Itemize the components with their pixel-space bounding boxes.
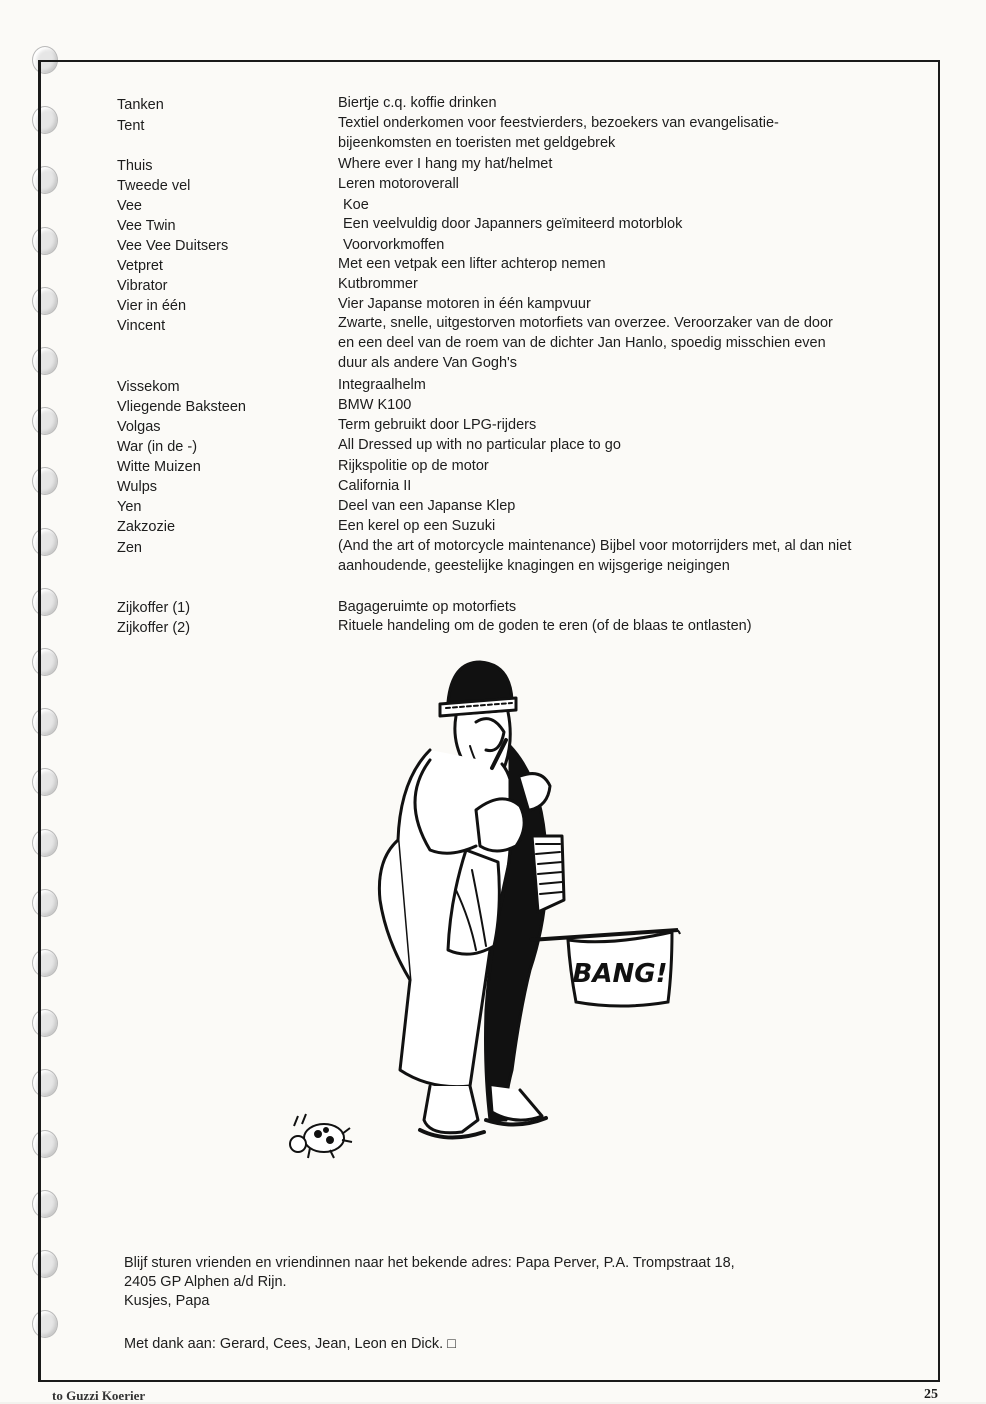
glossary-term: Vissekom (117, 379, 180, 395)
glossary-term: Witte Muizen (117, 459, 201, 475)
glossary-term: Zijkoffer (1) (117, 600, 191, 616)
bang-flag-text: BANG! (572, 959, 668, 989)
bug-drawing (290, 1114, 352, 1158)
glossary-term: Thuis (117, 158, 153, 174)
glossary-definition: Rijkspolitie op de motor (338, 458, 489, 474)
glossary-definition: Textiel onderkomen voor feestvierders, bezoekers van evangelisatie-bijeenkomsten en toeristen met geldgebrek (338, 115, 779, 152)
glossary-definition: California II (338, 478, 412, 494)
cartoon-illustration (280, 650, 700, 1170)
glossary-term: Vetpret (117, 258, 163, 274)
glossary-term: Wulps (117, 479, 158, 495)
biker-figure (379, 662, 564, 1138)
acknowledgements: Met dank aan: Gerard, Cees, Jean, Leon en Dick. □ (124, 1336, 456, 1352)
glossary-term: Zijkoffer (2) (117, 620, 191, 636)
glossary-definition: (And the art of motorcycle maintenance) Bijbel voor motorrijders met, al dan niet aanhoudende, geestelijke knagingen en wijsgerige neigingen (338, 538, 852, 575)
glossary-term: Vincent (117, 318, 166, 334)
glossary-term: Vibrator (117, 278, 168, 294)
glossary-term: Vliegende Baksteen (117, 399, 246, 415)
closing-line: Blijf sturen vrienden en vriendinnen naar het bekende adres: Papa Perver, P.A. Trompstraat 18, (124, 1255, 735, 1271)
glossary-definition: Deel van een Japanse Klep (338, 498, 516, 514)
glossary-definition: Biertje c.q. koffie drinken (338, 95, 497, 111)
glossary-term: Tanken (117, 97, 164, 113)
glossary-term: Vier in één (117, 298, 187, 314)
glossary-term: Vee (117, 198, 142, 214)
glossary-term: Volgas (117, 419, 161, 435)
glossary-term: Zakzozie (117, 519, 176, 535)
closing-note (124, 1254, 884, 1311)
glossary-definition: Bagageruimte op motorfiets (338, 599, 517, 615)
glossary-definition: Koe (343, 197, 369, 213)
glossary-definition: Integraalhelm (338, 377, 426, 393)
glossary-definition: Kutbrommer (338, 276, 418, 292)
glossary-definition: Voorvorkmoffen (343, 237, 445, 253)
glossary-definition: Een veelvuldig door Japanners geïmiteerd motorblok (343, 216, 683, 232)
closing-line: 2405 GP Alphen a/d Rijn. (124, 1274, 287, 1290)
glossary-definition: Term gebruikt door LPG-rijders (338, 417, 537, 433)
glossary-definition: Rituele handeling om de goden te eren (of de blaas te ontlasten) (338, 618, 752, 634)
glossary-definition: Een kerel op een Suzuki (338, 518, 496, 534)
glossary-term: Vee Twin (117, 218, 176, 234)
glossary-definition: All Dressed up with no particular place to go (338, 437, 621, 453)
glossary-definition: Zwarte, snelle, uitgestorven motorfiets van overzee. Veroorzaker van de door en een deel van de roem van de dichter Jan Hanlo, spoedig misschien even duur als andere Van Gogh's (338, 315, 833, 372)
glossary-term: Tweede vel (117, 178, 191, 194)
glossary-definition: Leren motoroverall (338, 176, 459, 192)
closing-line: Kusjes, Papa (124, 1293, 210, 1309)
glossary-term: Vee Vee Duitsers (117, 238, 229, 254)
glossary-term: War (in de -) (117, 439, 198, 455)
glossary-definition: BMW K100 (338, 397, 412, 413)
publication-name: to Guzzi Koerier (52, 1388, 146, 1403)
glossary-list (0, 0, 986, 660)
glossary-term: Tent (117, 118, 145, 134)
glossary-definition: Vier Japanse motoren in één kampvuur (338, 296, 591, 312)
glossary-term: Zen (117, 540, 142, 556)
page-number: 25 (924, 1387, 938, 1402)
glossary-definition: Where ever I hang my hat/helmet (338, 156, 553, 172)
glossary-definition: Met een vetpak een lifter achterop nemen (338, 256, 606, 272)
glossary-term: Yen (117, 499, 142, 515)
